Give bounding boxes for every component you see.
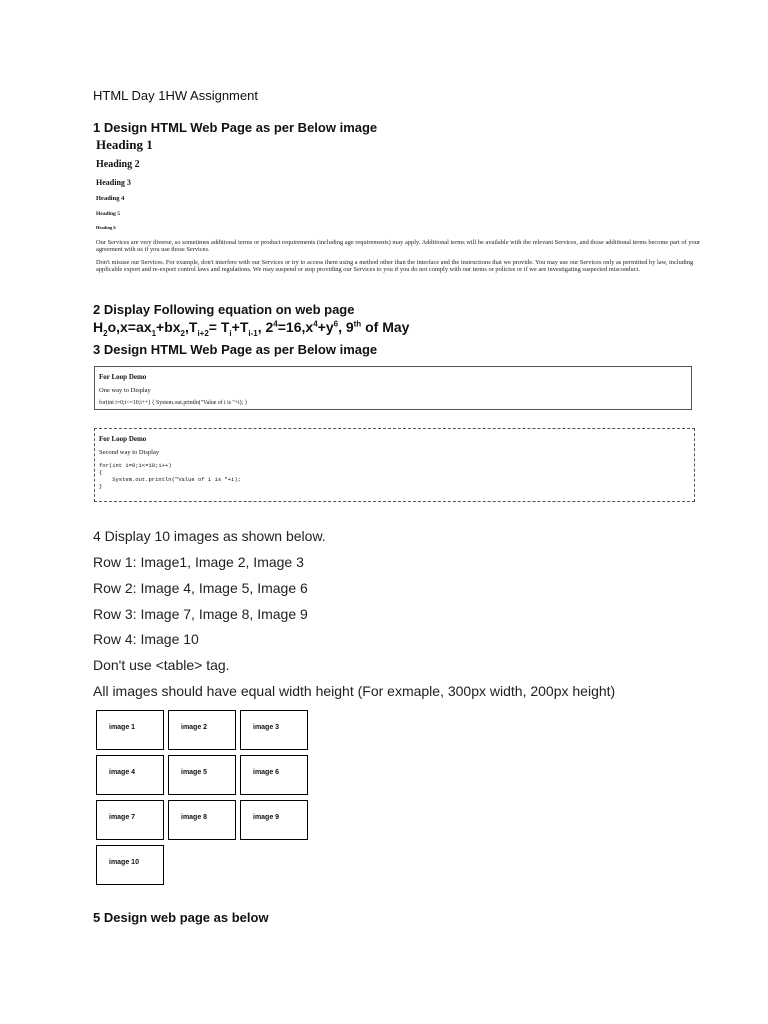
- image-label: image 3: [253, 724, 280, 731]
- row-2-text: Row 2: Image 4, Image 5, Image 6: [93, 580, 308, 596]
- image-label: image 10: [109, 859, 139, 866]
- eq-part: = T: [208, 319, 230, 335]
- section-1-title: 1 Design HTML Web Page as per Below image: [93, 120, 378, 135]
- row-4-text: Row 4: Image 10: [93, 631, 199, 647]
- heading-4: Heading 4: [96, 195, 125, 202]
- section-4-title: 4 Display 10 images as shown below.: [93, 528, 326, 544]
- eq-sub: i: [229, 328, 232, 338]
- eq-sub: 1: [151, 328, 157, 338]
- eq-part: +y: [317, 319, 334, 335]
- heading-6: Heading 6: [96, 225, 116, 230]
- eq-sup: 4: [273, 319, 278, 329]
- image-box-1: [96, 710, 164, 750]
- eq-part: o,x=ax: [107, 319, 152, 335]
- section-3-title: 3 Design HTML Web Page as per Below image: [93, 342, 378, 357]
- paragraph-1: Our Services are very diverse, so sometimes additional terms or product requirements (including age requirements) may apply. Additional terms will be available with the relevant Services, and those additional terms become part of your agreement with us if you use those Services.: [96, 238, 701, 253]
- eq-sub: 2: [180, 328, 185, 338]
- image-label: image 7: [109, 814, 136, 821]
- image-box-6: [240, 755, 308, 795]
- box2-title: For Loop Demo: [99, 435, 147, 443]
- image-label: image 2: [181, 724, 208, 731]
- eq-sub: i-1: [248, 328, 258, 338]
- image-label: image 1: [109, 724, 136, 731]
- image-grid: [94, 708, 308, 888]
- image-box-5: [168, 755, 236, 795]
- eq-part: ,T: [184, 319, 198, 335]
- image-label: image 6: [253, 769, 280, 776]
- paragraph-2: Don't misuse our Services. For example, don't interfere with our Services or try to access them using a method other than the interface and the instructions that we provide. You may use our Services only as permitted by law, including applicable export and re-export control laws and regulations. We may suspend or stop providing our Services to you if you do not comply with our terms or policies or if we are investigating suspected misconduct.: [96, 258, 694, 273]
- eq-sub: i+2: [197, 328, 209, 338]
- image-box-3: [240, 710, 308, 750]
- eq-sup: 4: [313, 319, 318, 329]
- box1-subtitle: One way to Display: [99, 387, 151, 394]
- image-size-note: All images should have equal width height (For exmaple, 300px width, 200px height): [93, 683, 616, 699]
- image-box-4: [96, 755, 164, 795]
- image-box-9: [240, 800, 308, 840]
- eq-part: H: [93, 319, 104, 335]
- image-label: image 9: [253, 814, 280, 821]
- image-box-7: [96, 800, 164, 840]
- eq-part: , 2: [257, 319, 274, 335]
- equation: [93, 319, 409, 338]
- eq-sup: 6: [333, 319, 339, 329]
- box1-title: For Loop Demo: [99, 373, 147, 381]
- heading-2: Heading 2: [96, 159, 140, 170]
- row-1-text: Row 1: Image1, Image 2, Image 3: [93, 554, 304, 570]
- box1-code: for(int i=0;i<=10;i++) { System.out.println("Value of i is "+i); }: [99, 400, 248, 406]
- image-box-10: [96, 845, 164, 885]
- heading-5: Heading 5: [96, 210, 120, 217]
- eq-part: of May: [361, 319, 410, 335]
- box2-code: for(int i=0;i<=10;i++) { System.out.println("Value of i is "+i); }: [99, 462, 241, 490]
- heading-1: Heading 1: [96, 137, 153, 152]
- eq-part: +bx: [156, 319, 181, 335]
- image-label: image 8: [181, 814, 208, 821]
- image-box-8: [168, 800, 236, 840]
- eq-sub: 2: [103, 328, 108, 338]
- section-5-title: 5 Design web page as below: [93, 910, 269, 925]
- no-table-note: Don't use <table> tag.: [93, 657, 230, 673]
- row-3-text: Row 3: Image 7, Image 8, Image 9: [93, 606, 308, 622]
- for-loop-box-dashed: [94, 428, 695, 502]
- section-1-screenshot: [96, 138, 701, 274]
- image-label: image 5: [181, 769, 208, 776]
- section-2-title: 2 Display Following equation on web page: [93, 302, 355, 317]
- box2-subtitle: Second way to Display: [99, 449, 160, 456]
- eq-part: , 9: [338, 319, 354, 335]
- for-loop-box-solid: [94, 366, 692, 410]
- eq-part: +T: [231, 319, 249, 335]
- eq-sup: th: [353, 319, 362, 329]
- document-title: HTML Day 1HW Assignment: [93, 88, 258, 103]
- heading-3: Heading 3: [96, 178, 131, 187]
- image-label: image 4: [109, 769, 136, 776]
- image-box-2: [168, 710, 236, 750]
- eq-part: =16,x: [277, 319, 314, 335]
